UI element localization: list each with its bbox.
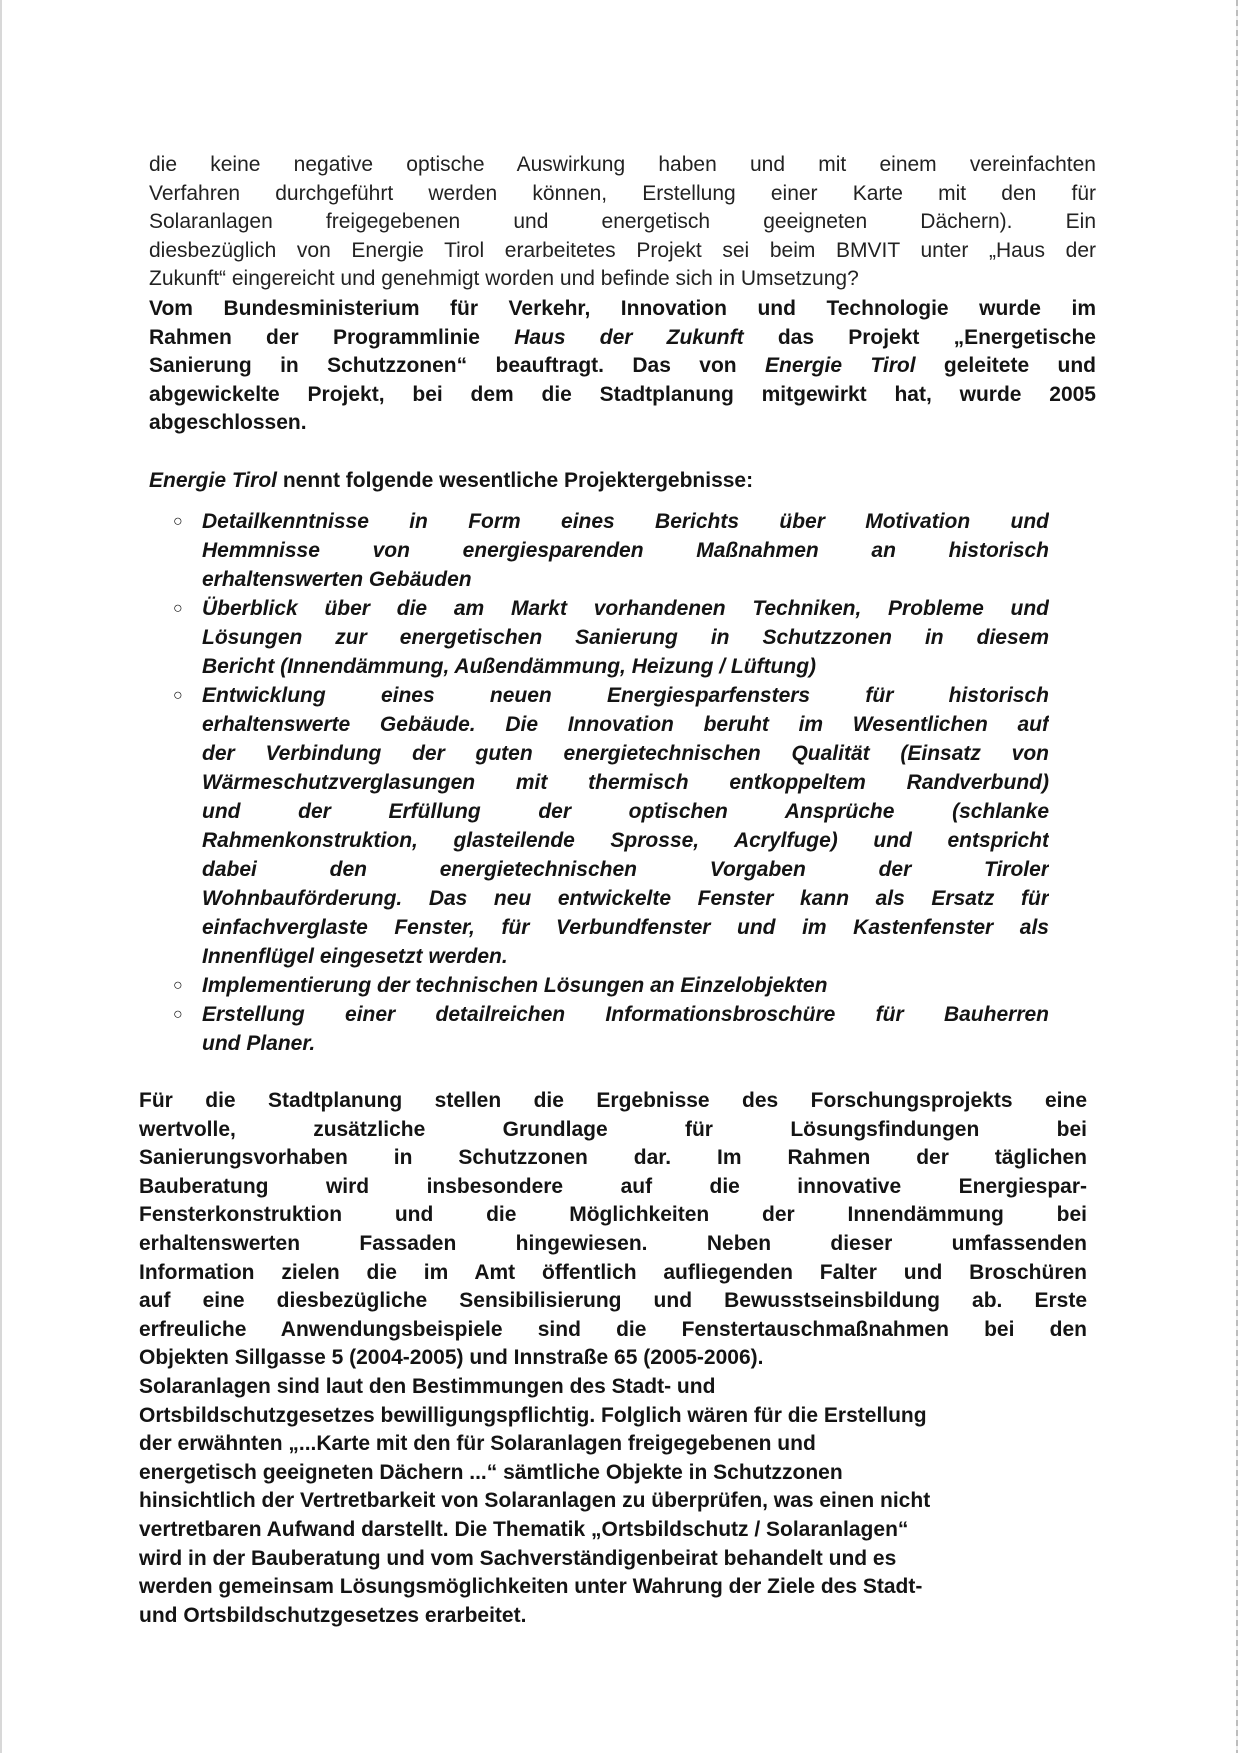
text-line <box>202 507 1049 536</box>
text-line <box>202 594 1049 623</box>
text-line <box>202 739 1049 768</box>
text-segment: Für die Stadtplanung stellen die Ergebnisse des Forschungsprojekts eine <box>139 1089 1087 1112</box>
text-segment: Detailkenntnisse in Form eines Berichts über Motivation und <box>202 510 1049 533</box>
text-segment: Implementierung der technischen Lösungen an Einzelobjekten <box>202 974 828 997</box>
circle-bullet-icon: ○ <box>173 600 183 617</box>
text-segment: Sanierung in Schutzzonen“ beauftragt. Das von <box>149 354 766 378</box>
text-line <box>202 971 1049 1000</box>
question-paragraph <box>149 151 1096 294</box>
text-line <box>149 467 1096 496</box>
text-line <box>139 1573 1087 1602</box>
text-segment: Rahmenkonstruktion, glasteilende Sprosse, Acrylfuge) und entspricht <box>202 829 1049 852</box>
text-segment: erfreuliche Anwendungsbeispiele sind die Fenstertauschmaßnahmen bei den <box>139 1317 1087 1341</box>
text-segment: Verfahren durchgeführt werden können, Erstellung einer Karte mit den für <box>149 181 1096 205</box>
text-segment: hinsichtlich der Vertretbarkeit von Solaranlagen zu überprüfen, was einen nicht <box>139 1489 931 1513</box>
italic-text-segment: Energie Tirol <box>765 354 916 378</box>
text-segment: Lösungen zur energetischen Sanierung in Schutzzonen in diesem <box>202 626 1049 649</box>
text-line <box>149 208 1096 237</box>
text-line <box>139 1344 1087 1373</box>
text-line <box>139 1287 1087 1316</box>
text-segment: das Projekt „Energetische <box>743 325 1096 349</box>
text-line <box>139 1602 1087 1631</box>
text-segment: Zukunft“ eingereicht und genehmigt worden und befinde sich in Umsetzung? <box>149 267 859 291</box>
circle-bullet-icon: ○ <box>173 513 183 530</box>
text-segment: und Planer. <box>202 1032 316 1055</box>
results-list <box>173 507 1049 1058</box>
list-item <box>173 681 1049 971</box>
results-intro <box>149 467 1096 496</box>
text-segment: werden gemeinsam Lösungsmöglichkeiten unter Wahrung der Ziele des Stadt- <box>139 1575 923 1599</box>
text-segment: abgeschlossen. <box>149 411 307 435</box>
text-segment: die keine negative optische Auswirkung haben und mit einem vereinfachten <box>149 153 1096 176</box>
text-segment: Objekten Sillgasse 5 (2004-2005) und Innstraße 65 (2005-2006). <box>139 1346 764 1370</box>
text-line <box>202 884 1049 913</box>
text-segment: auf eine diesbezügliche Sensibilisierung und Bewusstseinsbildung ab. Erste <box>139 1289 1087 1313</box>
assessment-paragraph <box>139 1087 1087 1373</box>
text-line <box>202 826 1049 855</box>
text-segment: und Ortsbildschutzgesetzes erarbeitet. <box>139 1603 527 1627</box>
text-line <box>149 352 1096 381</box>
text-line <box>139 1173 1087 1202</box>
text-line <box>139 1316 1087 1345</box>
text-line <box>202 681 1049 710</box>
text-line <box>202 710 1049 739</box>
text-line <box>139 1116 1087 1145</box>
solar-paragraph <box>139 1373 1087 1630</box>
text-segment: Vom Bundesministerium für Verkehr, Innovation und Technologie wurde im <box>149 297 1096 320</box>
text-line <box>202 1000 1049 1029</box>
text-segment: Bauberatung wird insbesondere auf die innovative Energiespar- <box>139 1174 1087 1198</box>
text-line <box>202 855 1049 884</box>
text-line <box>149 180 1096 209</box>
text-segment: Bericht (Innendämmung, Außendämmung, Heizung / Lüftung) <box>202 655 817 678</box>
text-segment: der Verbindung der guten energietechnischen Qualität (Einsatz von <box>202 742 1049 765</box>
text-segment: der erwähnten „...Karte mit den für Solaranlagen freigegebenen und <box>139 1432 816 1456</box>
circle-bullet-icon: ○ <box>173 687 183 704</box>
text-segment: Fensterkonstruktion und die Möglichkeiten der Innendämmung bei <box>139 1203 1087 1227</box>
text-line <box>139 1230 1087 1259</box>
text-segment: Wohnbauförderung. Das neu entwickelte Fenster kann als Ersatz für <box>202 887 1049 910</box>
text-segment: wertvolle, zusätzliche Grundlage für Lösungsfindungen bei <box>139 1117 1087 1141</box>
text-line <box>139 1259 1087 1288</box>
text-line <box>139 1487 1087 1516</box>
text-segment: Solaranlagen freigegebenen und energetisch geeigneten Dächern). Ein <box>149 210 1096 234</box>
text-line <box>202 942 1049 971</box>
text-line <box>202 913 1049 942</box>
text-segment: Rahmen der Programmlinie <box>149 325 515 349</box>
text-line <box>149 151 1096 180</box>
text-line <box>139 1144 1087 1173</box>
text-line <box>149 381 1096 410</box>
text-segment: Wärmeschutzverglasungen mit thermisch entkoppeltem Randverbund) <box>202 771 1049 794</box>
text-segment: Überblick über die am Markt vorhandenen Techniken, Probleme und <box>202 597 1049 620</box>
text-segment: Sanierungsvorhaben in Schutzzonen dar. Im Rahmen der täglichen <box>139 1146 1087 1170</box>
list-item <box>173 594 1049 681</box>
text-line <box>202 797 1049 826</box>
scan-edge-left <box>0 0 2 1753</box>
text-line <box>149 265 1096 294</box>
text-line <box>202 652 1049 681</box>
circle-bullet-icon: ○ <box>173 1006 183 1023</box>
text-line <box>202 565 1049 594</box>
text-line <box>139 1516 1087 1545</box>
text-line <box>202 1029 1049 1058</box>
text-segment: erhaltenswerten Fassaden hingewiesen. Neben dieser umfassenden <box>139 1231 1087 1255</box>
text-segment: geleitete und <box>915 354 1096 378</box>
text-segment: vertretbaren Aufwand darstellt. Die Thematik „Ortsbildschutz / Solaranlagen“ <box>139 1517 909 1541</box>
text-segment: erhaltenswerten Gebäuden <box>202 568 472 591</box>
text-segment: Erstellung einer detailreichen Informationsbroschüre für Bauherren <box>202 1003 1049 1026</box>
text-segment: wird in der Bauberatung und vom Sachverständigenbeirat behandelt und es <box>139 1546 897 1570</box>
text-line <box>149 324 1096 353</box>
italic-text-segment: Energie Tirol <box>149 469 277 492</box>
text-line <box>149 295 1096 324</box>
text-line <box>139 1373 1087 1402</box>
text-line <box>202 536 1049 565</box>
list-item <box>173 971 1049 1000</box>
text-line <box>139 1201 1087 1230</box>
text-line <box>139 1430 1087 1459</box>
text-line <box>202 768 1049 797</box>
text-segment: nennt folgende wesentliche Projektergebnisse: <box>276 469 754 492</box>
text-segment: diesbezüglich von Energie Tirol erarbeitetes Projekt sei beim BMVIT unter „Haus der <box>149 238 1096 262</box>
text-line <box>149 237 1096 266</box>
text-segment: Innenflügel eingesetzt werden. <box>202 945 508 968</box>
text-line <box>202 623 1049 652</box>
text-line <box>139 1545 1087 1574</box>
italic-text-segment: Haus der Zukunft <box>514 325 744 349</box>
text-segment: Information zielen die im Amt öffentlich aufliegenden Falter und Broschüren <box>139 1260 1087 1284</box>
text-segment: Ortsbildschutzgesetzes bewilligungspflichtig. Folglich wären für die Erstellung <box>139 1403 927 1427</box>
text-line <box>139 1087 1087 1116</box>
text-line <box>139 1402 1087 1431</box>
text-line <box>149 409 1096 438</box>
text-segment: dabei den energietechnischen Vorgaben der Tiroler <box>202 858 1049 881</box>
text-segment: Solaranlagen sind laut den Bestimmungen des Stadt- und <box>139 1375 716 1398</box>
list-item <box>173 1000 1049 1058</box>
scan-edge-right <box>1236 0 1238 1753</box>
text-line <box>139 1459 1087 1488</box>
answer-paragraph <box>149 295 1096 438</box>
text-segment: einfachverglaste Fenster, für Verbundfenster und im Kastenfenster als <box>202 916 1049 939</box>
list-item <box>173 507 1049 594</box>
text-segment: Hemmnisse von energiesparenden Maßnahmen an historisch <box>202 539 1049 562</box>
text-segment: energetisch geeigneten Dächern ...“ sämtliche Objekte in Schutzzonen <box>139 1460 843 1484</box>
circle-bullet-icon: ○ <box>173 977 183 994</box>
text-segment: erhaltenswerte Gebäude. Die Innovation beruht im Wesentlichen auf <box>202 713 1049 736</box>
text-segment: und der Erfüllung der optischen Ansprüche (schlanke <box>202 800 1049 823</box>
text-segment: Entwicklung eines neuen Energiesparfensters für historisch <box>202 684 1049 707</box>
text-segment: abgewickelte Projekt, bei dem die Stadtplanung mitgewirkt hat, wurde 2005 <box>149 382 1096 406</box>
